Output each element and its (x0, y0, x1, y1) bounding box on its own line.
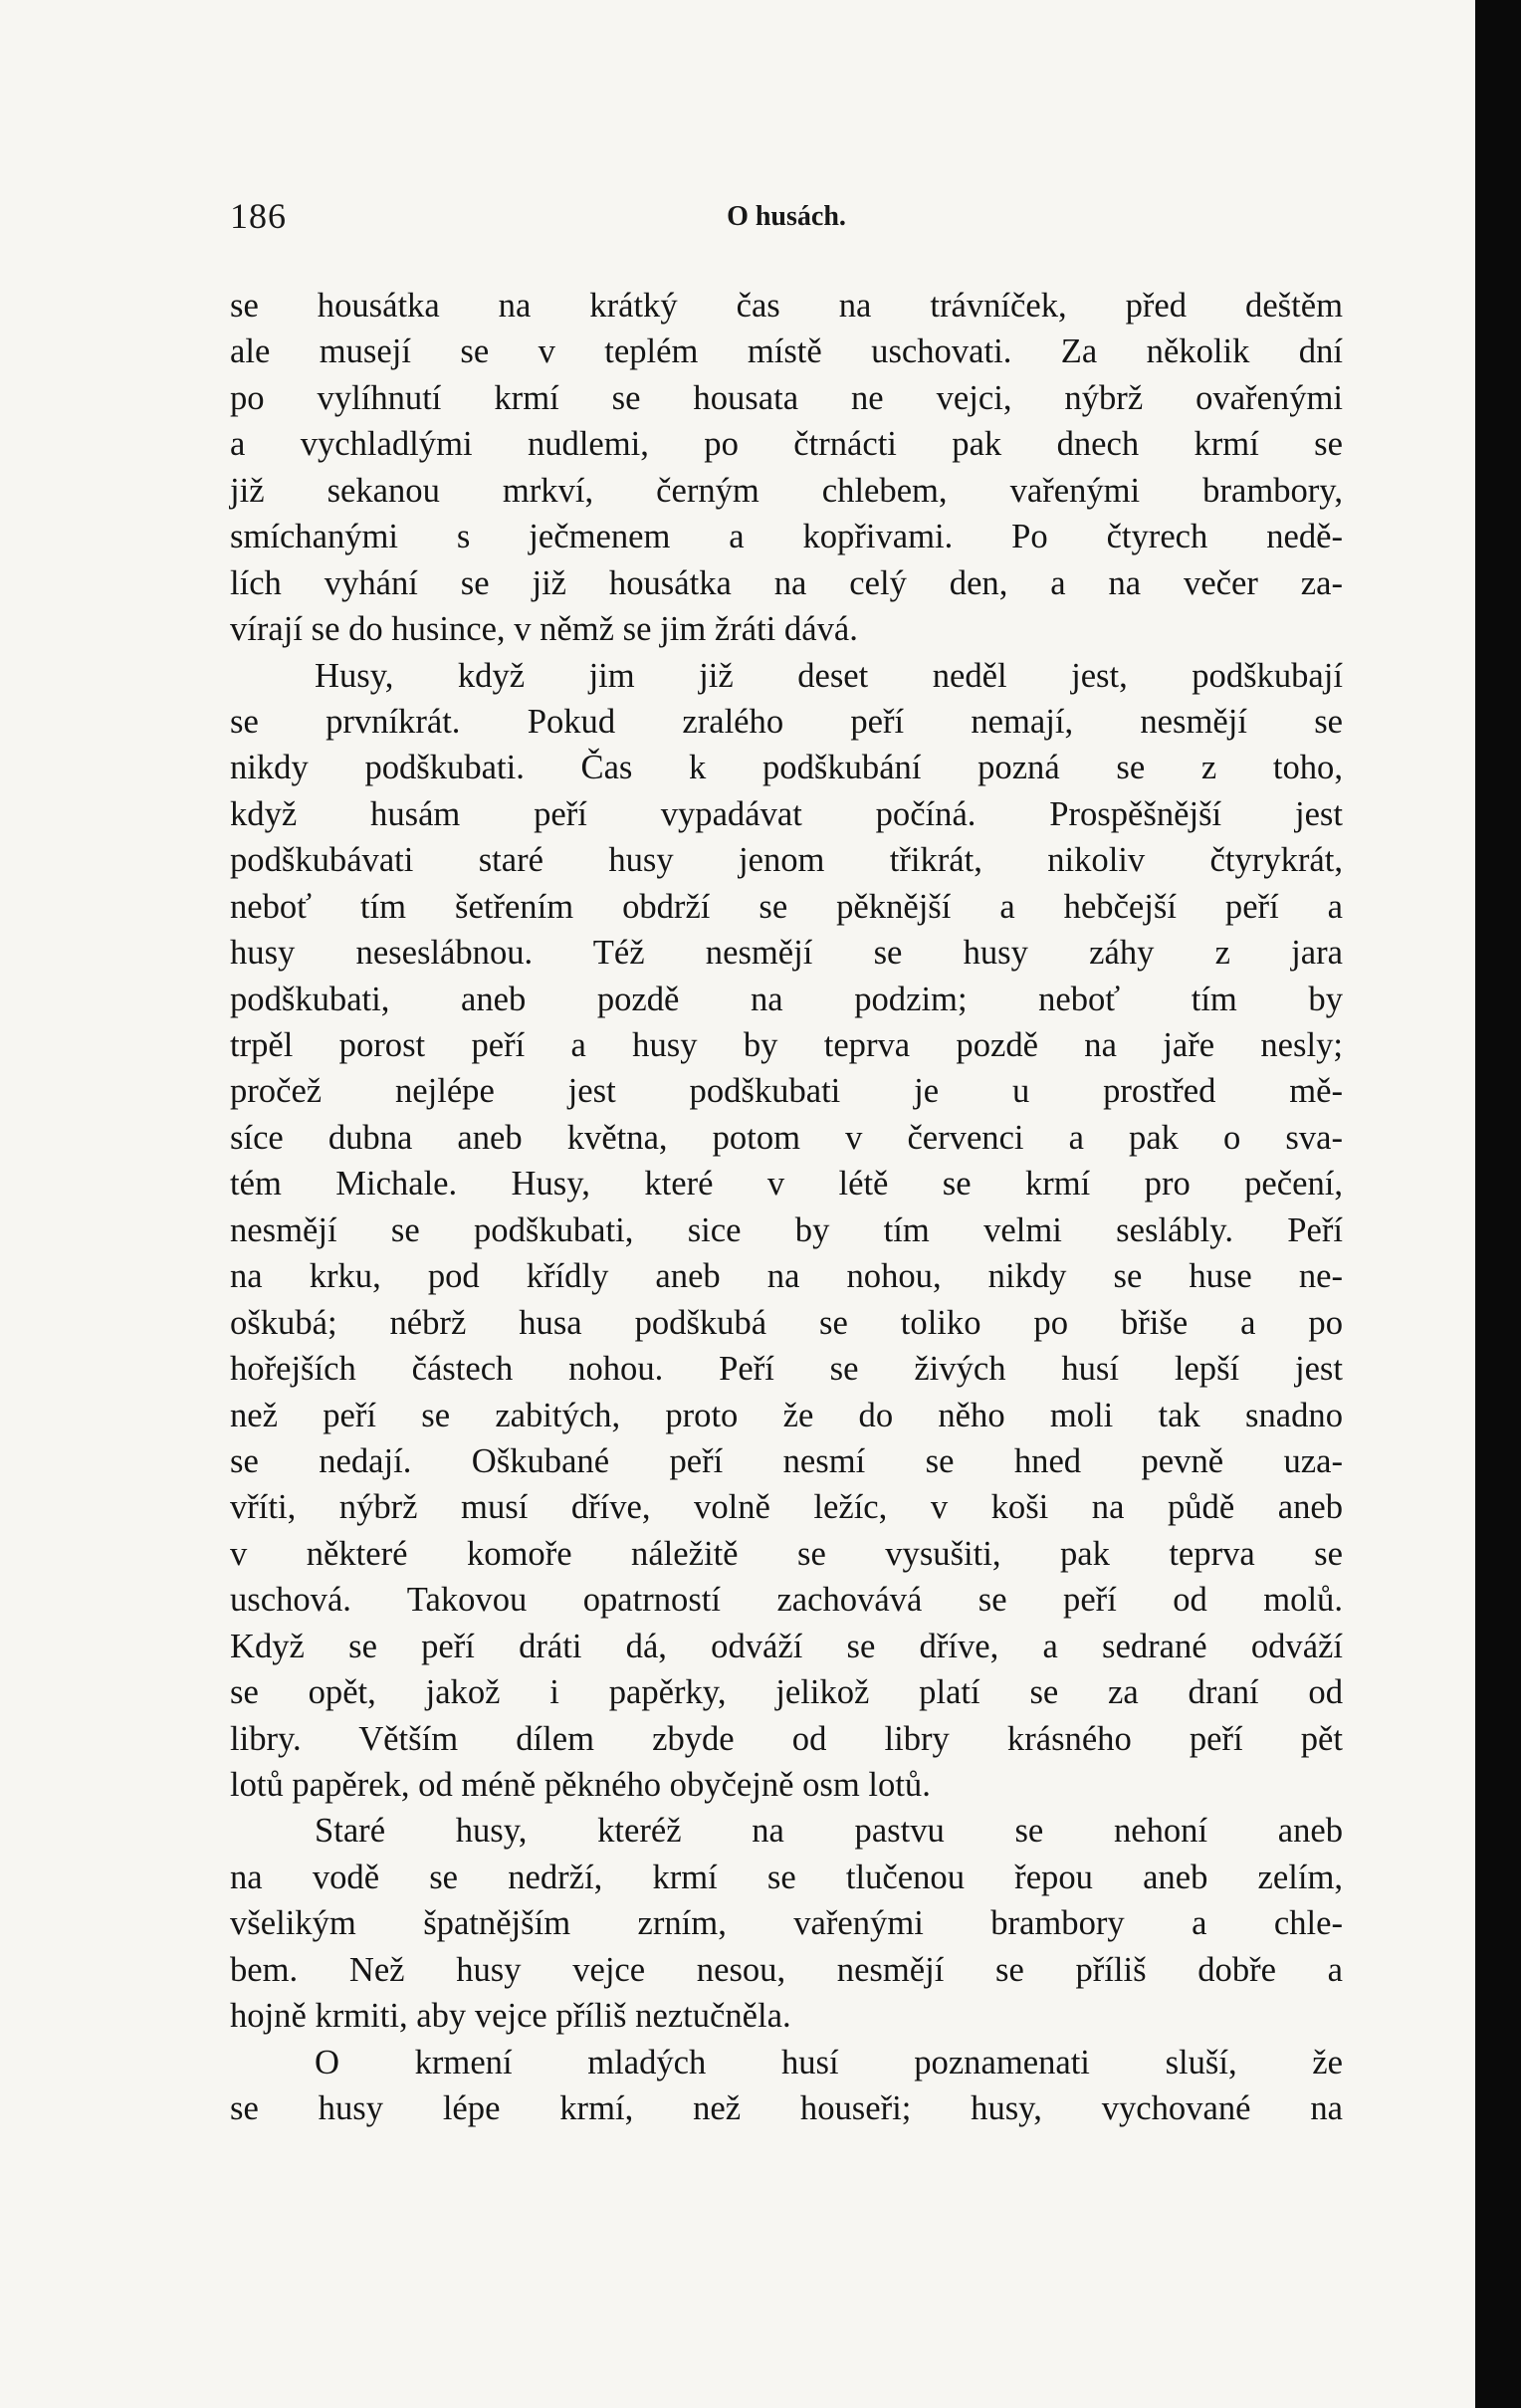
text-line: Když se peří dráti dá, odváží se dříve, a sedrané odváží (230, 1627, 1343, 1665)
text-line: ale musejí se v teplém místě uschovati. Za několik dní (230, 332, 1343, 371)
text-line: vírají se do husince, v němž se jim žráti dává. (230, 610, 858, 649)
running-title: O husách. (727, 201, 846, 232)
text-line: po vylíhnutí krmí se housata ne vejci, nýbrž ovařenými (230, 378, 1343, 417)
text-line: se housátka na krátký čas na trávníček, před deštěm (230, 287, 1343, 325)
text-line: neboť tím šetřením obdrží se pěknější a hebčejší peří a (230, 887, 1343, 926)
text-line: v některé komoře náležitě se vysušiti, pak teprva se (230, 1534, 1343, 1573)
text-line: Husy, když jim již deset neděl jest, podškubají (315, 656, 1343, 695)
text-line: se nedají. Oškubané peří nesmí se hned pevně uza- (230, 1441, 1343, 1480)
text-line: hojně krmiti, aby vejce příliš neztučněla. (230, 1997, 791, 2036)
text-line: nikdy podškubati. Čas k podškubání pozná se z toho, (230, 749, 1343, 787)
text-line: tém Michale. Husy, které v létě se krmí pro pečení, (230, 1165, 1343, 1204)
text-line: O krmení mladých husí poznamenati sluší, že (315, 2043, 1343, 2081)
text-line: oškubá; nébrž husa podškubá se toliko po břiše a po (230, 1303, 1343, 1342)
text-line: podškubati, aneb pozdě na podzim; neboť tím by (230, 980, 1343, 1018)
text-line: síce dubna aneb května, potom v červenci a pak o sva- (230, 1118, 1343, 1157)
text-line: když husám peří vypadávat počíná. Prospěšnější jest (230, 794, 1343, 833)
text-line: lích vyhání se již housátka na celý den, a na večer za- (230, 563, 1343, 602)
text-line: a vychladlými nudlemi, po čtrnácti pak dnech krmí se (230, 425, 1343, 464)
text-line: na vodě se nedrží, krmí se tlučenou řepou aneb zelím, (230, 1858, 1343, 1896)
text-line: trpěl porost peří a husy by teprva pozdě na jaře nesly; (230, 1026, 1343, 1064)
text-line: bem. Než husy vejce nesou, nesmějí se příliš dobře a (230, 1950, 1343, 1989)
page-header (230, 195, 1343, 245)
text-line: libry. Větším dílem zbyde od libry krásného peří pět (230, 1719, 1343, 1758)
text-line: než peří se zabitých, proto že do něho moli tak snadno (230, 1396, 1343, 1434)
text-line: smíchanými s ječmenem a kopřivami. Po čtyrech nedě- (230, 518, 1343, 556)
text-line: na krku, pod křídly aneb na nohou, nikdy se huse ne- (230, 1257, 1343, 1296)
text-line: již sekanou mrkví, černým chlebem, vařenými brambory, (230, 471, 1343, 510)
text-line: Staré husy, kteréž na pastvu se nehoní aneb (315, 1812, 1343, 1851)
text-line: se prvníkrát. Pokud zralého peří nemají, nesmějí se (230, 702, 1343, 741)
body-text (230, 283, 1343, 2132)
text-line: hořejších částech nohou. Peří se živých husí lepší jest (230, 1350, 1343, 1389)
text-line: vříti, nýbrž musí dříve, volně ležíc, v koši na půdě aneb (230, 1488, 1343, 1527)
text-line: husy neseslábnou. Též nesmějí se husy záhy z jara (230, 934, 1343, 973)
text-line: všelikým špatnějším zrním, vařenými brambory a chle- (230, 1904, 1343, 1943)
text-line: se opět, jakož i papěrky, jelikož platí se za draní od (230, 1673, 1343, 1712)
text-line: nesmějí se podškubati, sice by tím velmi seslábly. Peří (230, 1210, 1343, 1249)
text-line: pročež nejlépe jest podškubati je u prostřed mě- (230, 1072, 1343, 1111)
text-line: lotů papěrek, od méně pěkného obyčejně osm lotů. (230, 1766, 931, 1804)
text-line: se husy lépe krmí, než houseři; husy, vychované na (230, 2089, 1343, 2128)
page-number: 186 (230, 196, 287, 236)
text-line: podškubávati staré husy jenom třikrát, nikoliv čtyrykrát, (230, 841, 1343, 880)
text-line: uschová. Takovou opatrností zachovává se peří od molů. (230, 1581, 1343, 1620)
